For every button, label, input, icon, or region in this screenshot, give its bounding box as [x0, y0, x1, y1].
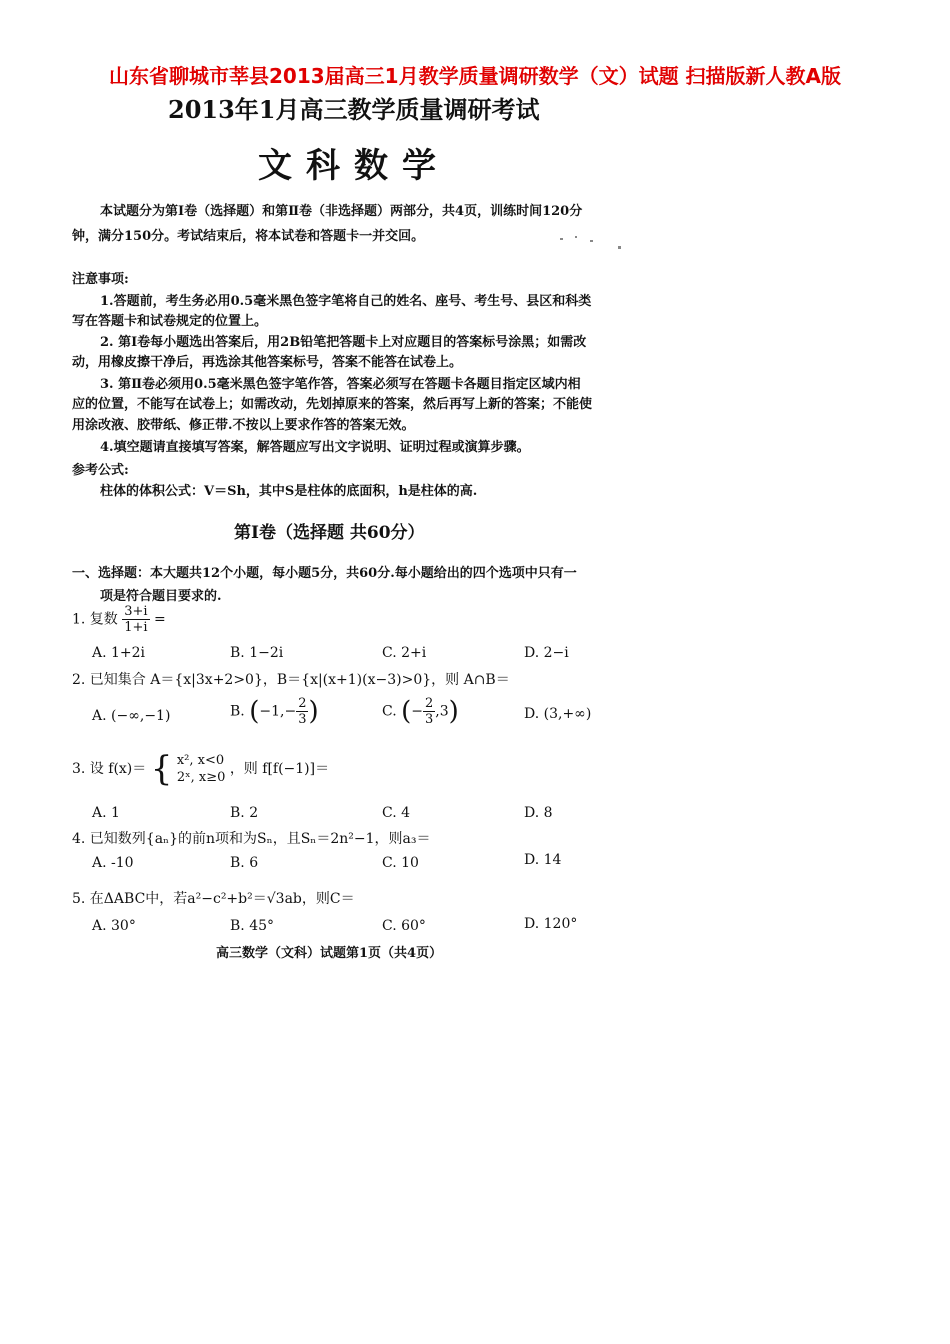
question-3: 3. 设 f(x)＝ { x², x<0 2ˣ, x≥0 ，则 f[f(−1)]＝	[72, 749, 330, 789]
fraction-numerator: 3+i	[124, 604, 148, 619]
piecewise-case-2: 2ˣ, x≥0	[176, 770, 226, 785]
question-5: 5. 在ΔABC中，若a²−c²+b²＝√3ab，则C＝	[72, 891, 355, 907]
fraction-numerator: 2	[298, 696, 307, 711]
q2-option-b: B. (−1,− $\frac{2}{3}$ )	[230, 696, 319, 727]
fraction-denominator: 3	[425, 712, 434, 727]
part1-instruction-1: 一、选择题：本大题共12个小题，每小题5分，共60分.每小题给出的四个选项中只有一	[72, 566, 577, 581]
question-1-prefix: 1. 复数	[72, 611, 118, 628]
part1-title: 第Ⅰ卷（选择题 共60分）	[234, 523, 425, 543]
q5-option-d: D. 120°	[524, 916, 578, 932]
piecewise-cases	[177, 752, 226, 786]
q4-option-c: C. 10	[382, 855, 419, 871]
note-line-6: 应的位置，不能写在试卷上；如需改动，先划掉原来的答案，然后再写上新的答案；不能使	[72, 397, 593, 412]
question-4: 4. 已知数列{aₙ}的前n项和为Sₙ，且Sₙ＝2n²−1，则a₃＝	[72, 831, 431, 847]
q5-option-c: C. 60°	[382, 918, 426, 934]
option-expression: ,3	[435, 703, 449, 720]
formula-heading: 参考公式:	[72, 463, 129, 478]
question-1-suffix: =	[154, 611, 166, 628]
q1-option-c: C. 2+i	[382, 645, 427, 661]
page-footer: 高三数学（文科）试题第1页（共4页）	[216, 946, 443, 961]
subject-title: 文科数学	[258, 146, 450, 186]
question-2: 2. 已知集合 A＝{x|3x+2>0}，B＝{x|(x+1)(x−3)>0}，则 A∩B＝	[72, 672, 510, 688]
document-banner-title: 山东省聊城市莘县2013届高三1月教学质量调研数学（文）试题 扫描版新人教A版	[108, 64, 842, 88]
note-line-4: 动，用橡皮擦干净后，再选涂其他答案标号，答案不能答在试卷上。	[72, 355, 463, 370]
question-1-fraction	[122, 604, 149, 635]
option-fraction	[296, 696, 308, 727]
note-line-8: 4.填空题请直接填写答案，解答题应写出文字说明、证明过程或演算步骤。	[100, 440, 530, 455]
question-3-prefix: 3. 设 f(x)＝	[72, 761, 147, 777]
q4-option-b: B. 6	[230, 855, 259, 871]
note-line-1: 1.答题前，考生务必用0.5毫米黑色签字笔将自己的姓名、座号、考生号、县区和科类	[100, 294, 592, 309]
option-label: C.	[382, 703, 397, 720]
note-line-7: 用涂改液、胶带纸、修正带.不按以上要求作答的答案无效。	[72, 418, 415, 433]
intro-line-2: 钟，满分150分。考试结束后，将本试卷和答题卡一并交回。	[72, 229, 425, 244]
note-line-5: 3. 第Ⅱ卷必须用0.5毫米黑色签字笔作答，答案必须写在答题卡各题目指定区域内相	[100, 377, 581, 392]
notes-heading: 注意事项:	[72, 272, 129, 287]
q3-option-c: C. 4	[382, 805, 411, 821]
q2-option-d: D. (3,+∞)	[524, 706, 592, 722]
q4-option-d: D. 14	[524, 852, 562, 868]
question-1	[72, 604, 166, 635]
q2-option-a: A. (−∞,−1)	[92, 708, 171, 724]
fraction-denominator: 3	[298, 712, 307, 727]
part1-instruction-2: 项是符合题目要求的.	[100, 589, 222, 604]
note-line-2: 写在答题卡和试卷规定的位置上。	[72, 314, 268, 329]
q5-option-b: B. 45°	[230, 918, 275, 934]
fraction-denominator: 1+i	[124, 620, 148, 635]
q3-option-a: A. 1	[92, 805, 120, 821]
fraction-numerator: 2	[425, 696, 434, 711]
option-label: B.	[230, 703, 245, 720]
q3-option-b: B. 2	[230, 805, 259, 821]
q4-option-a: A. -10	[92, 855, 134, 871]
option-expression: −1,−	[259, 703, 297, 720]
option-expression: −	[411, 703, 424, 720]
exam-title: 2013年1月高三教学质量调研考试	[168, 95, 540, 124]
q3-option-d: D. 8	[524, 805, 553, 821]
formula-text: 柱体的体积公式：V＝Sh，其中S是柱体的底面积，h是柱体的高.	[100, 484, 478, 499]
note-line-3: 2. 第Ⅰ卷每小题选出答案后，用2B铅笔把答题卡上对应题目的答案标号涂黑；如需改	[100, 335, 587, 350]
q5-option-a: A. 30°	[92, 918, 136, 934]
question-3-suffix: ，则 f[f(−1)]＝	[229, 761, 330, 777]
piecewise-case-1: x², x<0	[176, 753, 225, 768]
q1-option-a: A. 1+2i	[92, 645, 146, 661]
q2-option-c: C. (− $\frac{2}{3}$ ,3)	[382, 696, 459, 727]
q1-option-d: D. 2−i	[524, 645, 569, 661]
option-fraction	[423, 696, 435, 727]
q1-option-b: B. 1−2i	[230, 645, 284, 661]
intro-line-1: 本试题分为第Ⅰ卷（选择题）和第Ⅱ卷（非选择题）两部分，共4页，训练时间120分	[100, 204, 583, 219]
